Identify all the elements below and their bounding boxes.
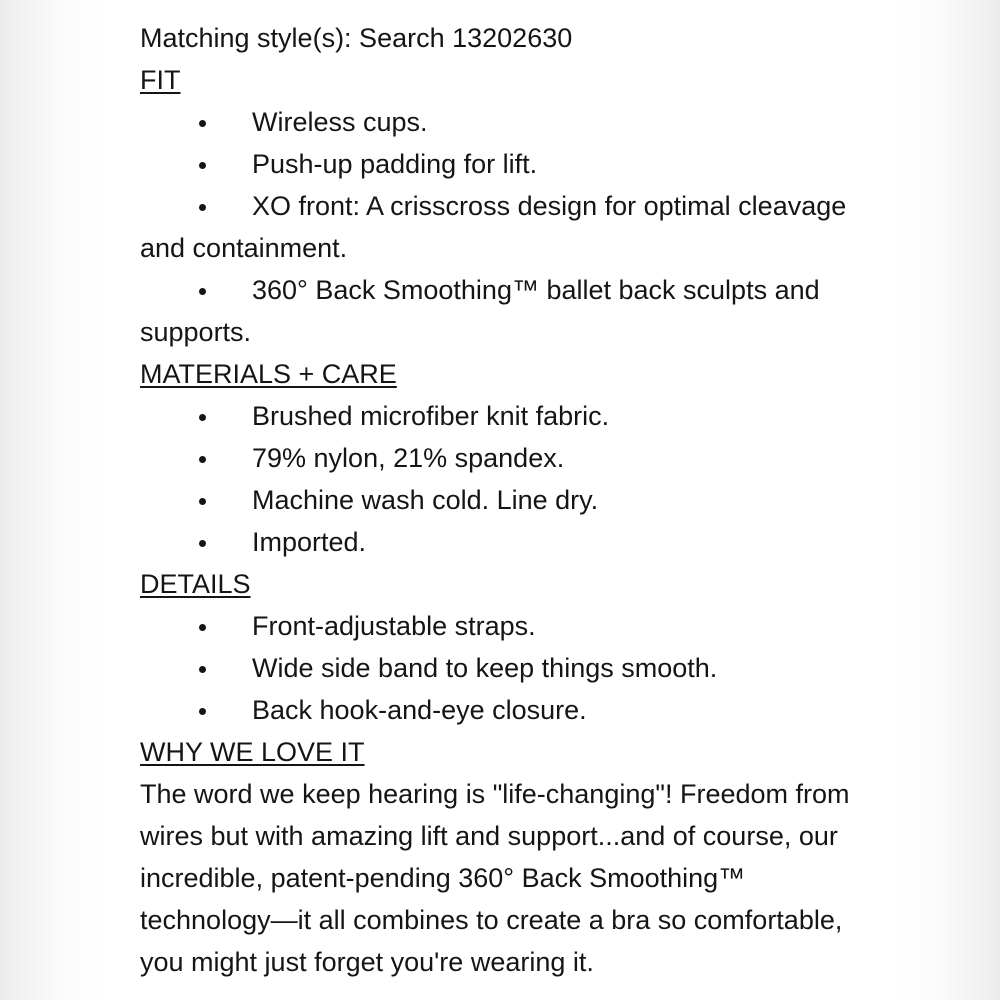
list-item: Wireless cups. bbox=[140, 101, 870, 143]
list-item: Imported. bbox=[140, 521, 870, 563]
product-description bbox=[140, 17, 870, 983]
why-we-love-it-paragraph: The word we keep hearing is "life-changing"! Freedom from wires but with amazing lift and support...and of course, our incredible, patent-pending 360° Back Smoothing™ technology—it all combines to create a bra so comfortable, you might just forget you're wearing it. bbox=[140, 779, 850, 977]
why-we-love-it-heading: WHY WE LOVE IT bbox=[140, 737, 365, 767]
details-list bbox=[140, 605, 870, 731]
fit-heading: FIT bbox=[140, 65, 181, 95]
list-item: Machine wash cold. Line dry. bbox=[140, 479, 870, 521]
list-item: Push-up padding for lift. bbox=[140, 143, 870, 185]
list-item: Front-adjustable straps. bbox=[140, 605, 870, 647]
materials-care-list bbox=[140, 395, 870, 563]
details-heading: DETAILS bbox=[140, 569, 251, 599]
list-item: Brushed microfiber knit fabric. bbox=[140, 395, 870, 437]
list-item: Wide side band to keep things smooth. bbox=[140, 647, 870, 689]
matching-style-text: Matching style(s): Search 13202630 bbox=[140, 23, 573, 53]
list-item: Back hook-and-eye closure. bbox=[140, 689, 870, 731]
fit-list bbox=[140, 101, 870, 353]
list-item: 360° Back Smoothing™ ballet back sculpts and supports. bbox=[140, 269, 870, 353]
list-item: 79% nylon, 21% spandex. bbox=[140, 437, 870, 479]
materials-care-heading: MATERIALS + CARE bbox=[140, 359, 397, 389]
list-item: XO front: A crisscross design for optimal cleavage and containment. bbox=[140, 185, 870, 269]
